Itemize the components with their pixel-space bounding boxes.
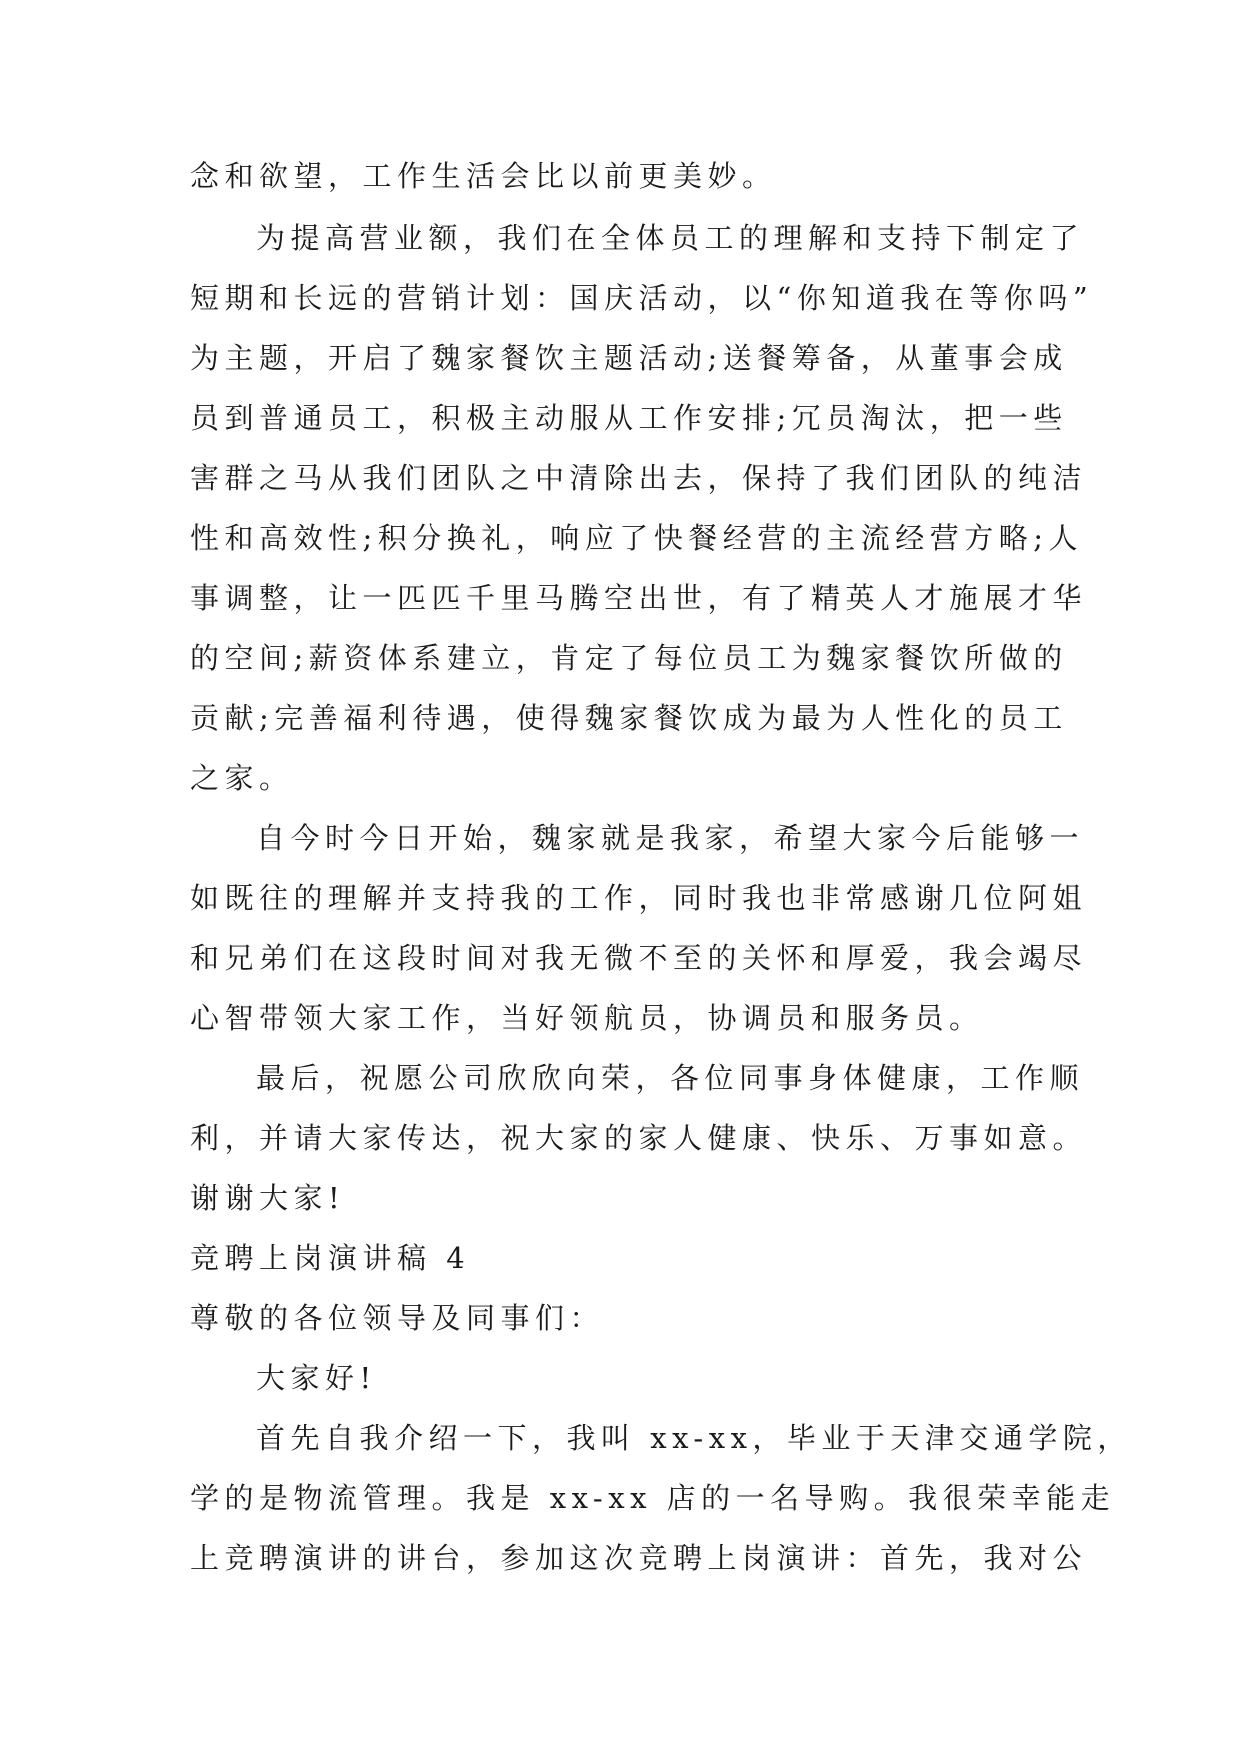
text-line: 上竞聘演讲的讲台，参加这次竞聘上岗演讲：首先，我对公 — [190, 1541, 1088, 1575]
text-line: 害群之马从我们团队之中清除出去，保持了我们团队的纯洁 — [190, 461, 1088, 495]
salutation: 尊敬的各位领导及同事们： — [190, 1301, 605, 1335]
text-line: 心智带领大家工作，当好领航员，协调员和服务员。 — [190, 1001, 984, 1035]
text-line: 最后，祝愿公司欣欣向荣，各位同事身体健康，工作顺 — [256, 1061, 1085, 1095]
text-line: 短期和长远的营销计划：国庆活动，以“你知道我在等你吗” — [190, 281, 1094, 315]
text-line: 为提高营业额，我们在全体员工的理解和支持下制定了 — [256, 221, 1085, 255]
text-line: 员到普通员工，积极主动服从工作安排;冗员淘汰，把一些 — [190, 401, 1068, 435]
text-line: 和兄弟们在这段时间对我无微不至的关怀和厚爱，我会竭尽 — [190, 941, 1088, 975]
text-line: 贡献;完善福利待遇，使得魏家餐饮成为最为人性化的员工 — [190, 701, 1068, 735]
text-line: 如既往的理解并支持我的工作，同时我也非常感谢几位阿姐 — [190, 881, 1088, 915]
text-line: 学的是物流管理。我是 xx-xx 店的一名导购。我很荣幸能走 — [190, 1481, 1116, 1515]
section-heading: 竞聘上岗演讲稿 4 — [190, 1241, 471, 1275]
greeting: 大家好! — [256, 1361, 377, 1395]
text-line: 的空间;薪资体系建立，肯定了每位员工为魏家餐饮所做的 — [190, 641, 1068, 675]
text-line: 为主题，开启了魏家餐饮主题活动;送餐筹备，从董事会成 — [190, 341, 1068, 375]
text-line: 念和欲望，工作生活会比以前更美妙。 — [190, 159, 777, 193]
text-line: 谢谢大家! — [190, 1181, 346, 1215]
text-line: 自今时今日开始，魏家就是我家，希望大家今后能够一 — [256, 821, 1085, 855]
text-line: 利，并请大家传达，祝大家的家人健康、快乐、万事如意。 — [190, 1121, 1088, 1155]
text-line: 事调整，让一匹匹千里马腾空出世，有了精英人才施展才华 — [190, 581, 1088, 615]
text-line: 之家。 — [190, 761, 294, 795]
text-line: 首先自我介绍一下，我叫 xx-xx，毕业于天津交通学院， — [256, 1421, 1132, 1455]
text-line: 性和高效性;积分换礼，响应了快餐经营的主流经营方略;人 — [190, 521, 1084, 555]
